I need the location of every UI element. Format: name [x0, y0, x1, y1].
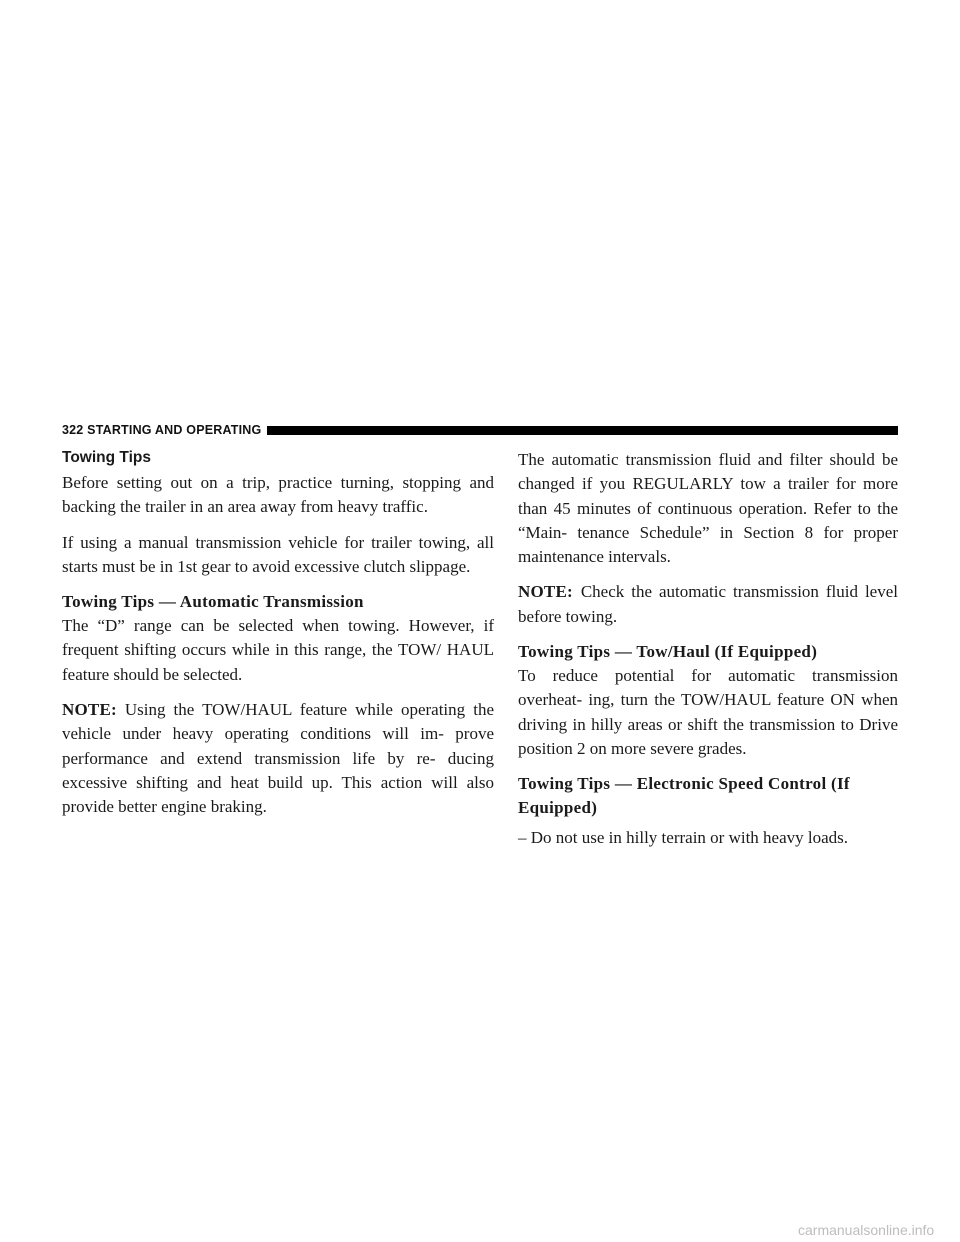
page-header	[62, 420, 898, 440]
header-rule	[267, 426, 898, 435]
subheading-automatic-transmission: Towing Tips — Automatic Transmission	[62, 592, 364, 612]
heading-towing-tips: Towing Tips	[62, 449, 151, 466]
watermark: carmanualsonline.info	[798, 1222, 935, 1238]
note-fluid-level	[518, 580, 898, 629]
note-text: Check the automatic transmission fluid level before towing.	[518, 582, 898, 626]
left-column	[62, 448, 494, 831]
paragraph-hilly-terrain: – Do not use in hilly terrain or with heavy loads.	[518, 828, 849, 848]
page-number: 322	[62, 423, 84, 437]
paragraph-practice: Before setting out on a trip, practice turning, stopping and backing the trailer in an area away from heavy traffic.	[62, 473, 494, 517]
paragraph-d-range: The “D” range can be selected when towing. However, if frequent shifting occurs while in this range, the TOW/ HAUL feature should be selected.	[62, 616, 494, 684]
paragraph-overheating: To reduce potential for automatic transmission overheat- ing, turn the TOW/HAUL feature ON when driving in hilly areas or shift the transmission to Drive position 2 on more severe grades.	[518, 666, 898, 758]
section-title: STARTING AND OPERATING	[87, 423, 262, 437]
note-tow-haul	[62, 698, 494, 819]
paragraph-fluid-filter: The automatic transmission fluid and filter should be changed if you REGULARLY tow a trailer for more than 45 minutes of continuous operation. Refer to the “Main- tenance Schedule” in Section 8 for proper maintenance intervals.	[518, 450, 898, 567]
note-label: NOTE:	[518, 582, 573, 602]
subheading-tow-haul: Towing Tips — Tow/Haul (If Equipped)	[518, 642, 818, 662]
paragraph-manual-transmission: If using a manual transmission vehicle for trailer towing, all starts must be in 1st gear to avoid excessive clutch slippage.	[62, 532, 494, 576]
page-number-section	[62, 423, 261, 437]
note-label: NOTE:	[62, 700, 117, 720]
subheading-speed-control: Towing Tips — Electronic Speed Control (If Equipped)	[518, 774, 850, 818]
note-text: Using the TOW/HAUL feature while operating the vehicle under heavy operating conditions will im- prove performance and extend transmission life by re- ducing excessive shifting and heat build up. This action will also provide better engine braking.	[62, 700, 494, 817]
right-column	[518, 448, 898, 862]
